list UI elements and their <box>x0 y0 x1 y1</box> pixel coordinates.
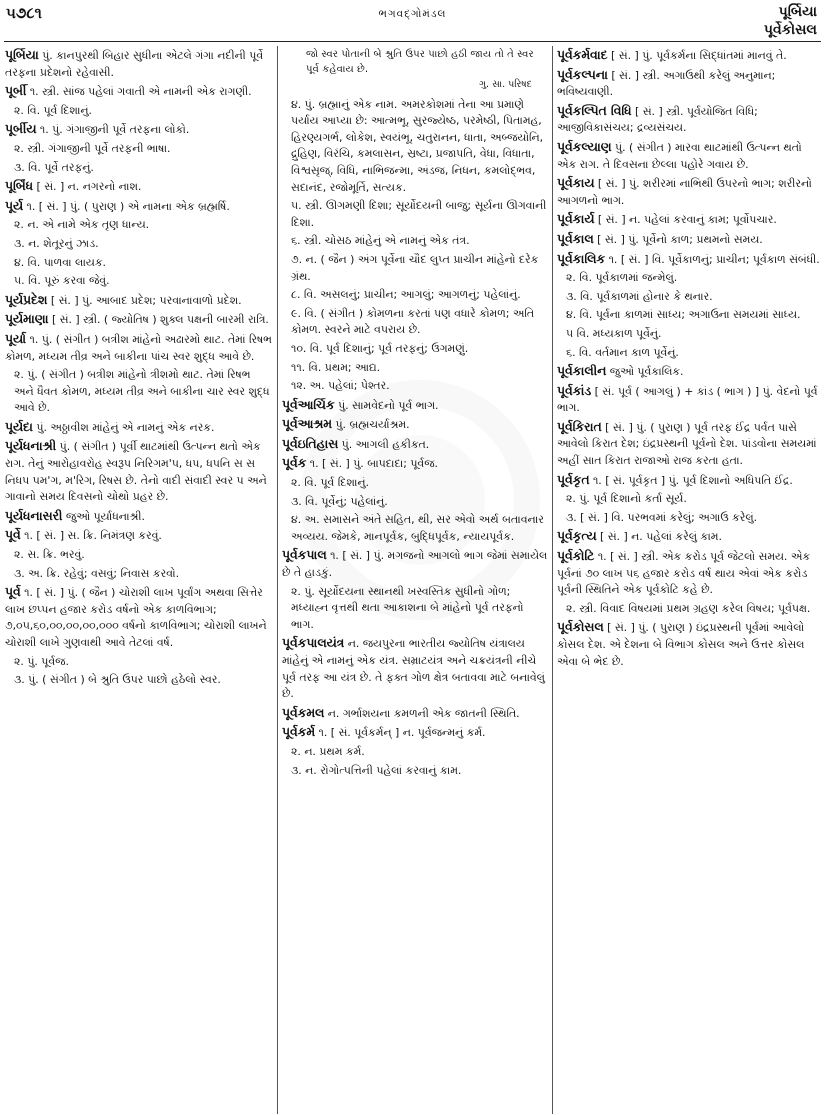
dictionary-entry <box>557 103 821 137</box>
entry-sense: ૨. ન. પ્રથમ કર્મ. <box>291 744 365 758</box>
entry-sense: ૨. સ. ક્રિ. ભરવું. <box>14 548 85 562</box>
dictionary-entry <box>557 231 821 249</box>
entry-headword: પૂર્બીય <box>5 122 37 137</box>
entry-definition: [ સં. ] ન. પહેલાં કરવાનું કામ; પૂર્વોપચાર. <box>597 213 777 227</box>
column-left <box>5 47 273 1113</box>
entry-sense: ૪. વિ. પાળવા લાયક. <box>14 255 106 269</box>
dictionary-entry <box>282 455 548 473</box>
dictionary-entry <box>5 292 273 310</box>
entry-definition: ૧. પું. ( સંગીત ) બત્રીશ માંહેનો અઢારમો થાટ. તેમાં રિષભ કોમળ, મધ્યમ તીવ્ર અને બાકીના પાંચ સ્વર શુદ્ધ આવે છે. <box>5 332 272 363</box>
entry-headword: પૂર્વકાલ <box>557 231 594 246</box>
entry-headword: પૂર્યમાણા <box>5 312 49 327</box>
entry-definition: પું. સામવેદનો પૂર્વ ભાગ. <box>338 398 439 412</box>
entry-definition: જુઓ પૂર્યાધનાશ્રી. <box>65 509 145 523</box>
book-title: ભગવદ્ગોમંડલ <box>378 8 447 20</box>
entry-sense: ૭. ન. ( જૈન ) અંગ પૂર્વેના ચૌદ લુપ્ત પ્રાચીન માંહેનો દરેક ગ્રંથ. <box>291 252 539 283</box>
entry-headword: પૂર્વકાય <box>557 176 595 191</box>
entry-definition: પું. આગલી હકીકત. <box>341 437 430 451</box>
dictionary-entry <box>5 527 273 545</box>
entry-headword: પૂર્વકૃત્ય <box>557 529 597 544</box>
dictionary-entry <box>557 528 821 546</box>
dictionary-entry <box>557 472 821 490</box>
dictionary-entry <box>5 83 273 101</box>
dictionary-entry <box>5 311 273 329</box>
entry-sense: ૫ વિ. મધ્યકાળ પૂર્વેનું. <box>566 326 662 340</box>
entry-definition: પું. અઠ્ઠાવીશ માંહેનું એ નામનું એક નરક. <box>36 420 215 434</box>
entry-sense: ૩. અ. ક્રિ. રહેવું; વસવું; નિવાસ કરવો. <box>14 566 180 580</box>
entry-sense: ૯. વિ. ( સંગીત ) કોમળના કરતાં પણ વધારે કોમળ; અતિ કોમળ. સ્વરને માટે વપરાય છે. <box>291 306 535 337</box>
dictionary-entry <box>557 383 821 417</box>
entry-definition: ૧. [ સં. ] સ. ક્રિ. નિમંત્રણ કરવું. <box>24 529 162 543</box>
entry-definition: [ સં. ] પું. શરીરમાં નાભિથી ઉપરનો ભાગ; શરીરનો આગળનો ભાગ. <box>557 177 812 207</box>
entry-definition: ન. ગર્ભાશયના કમળની એક જાતની સ્થિતિ. <box>327 706 520 720</box>
entry-headword: પૂર્યપ્રદેશ <box>5 292 48 307</box>
entry-definition: ૧. [ સં. ] પું. ( પુરાણ ) એ નામના એક બ્રહ્મર્ષિ. <box>26 199 230 213</box>
entry-quotation: જો સ્વર પોતાની બે શ્રુતિ ઉપર પાછો હઠી જાય તો તે સ્વર પૂર્વ કહેવાય છે. <box>306 49 534 75</box>
dictionary-entry <box>5 47 273 81</box>
entry-headword: પૂર્વઇતિહાસ <box>282 436 339 451</box>
entry-sense: ૨. પું. પૂર્વજ. <box>14 654 69 668</box>
entry-headword: પૂર્વઆર્ચિક <box>282 397 335 412</box>
entry-sense: ૪. વિ. પૂર્વના કાળમાં સાધ્ય; અગાઉના સમયમાં સાધ્ય. <box>566 308 801 322</box>
dictionary-entry <box>282 436 548 454</box>
dictionary-entry <box>282 547 548 581</box>
entry-sense: ૪. અ. સમાસને અંતે સહિત, થી, સર એવો અર્થ બતાવનાર અવ્યય. જેમકે, માનપૂર્વક, બુદ્ધિપૂર્વક, ન્યાયપૂર્વક. <box>291 513 544 543</box>
entry-definition: [ સં. ] ન. નગરનો નાશ. <box>36 180 142 194</box>
entry-headword: પૂર્વકાલિક <box>557 251 606 266</box>
dictionary-entry <box>557 251 821 269</box>
entry-sense: ૩. વિ. પૂર્વકાળમાં હોનાર કે થનાર. <box>566 289 713 303</box>
dictionary-entry <box>557 139 821 173</box>
entry-sense: ૨. સ્ત્રી. વિવાદ વિષયમાં પ્રથમ ગ્રહણ કરેલ વિષય; પૂર્વપક્ષ. <box>566 601 811 615</box>
dictionary-entry <box>282 416 548 434</box>
entry-definition: ૧. [ સં. ] પું. બાપદાદા; પૂર્વજ. <box>309 457 438 471</box>
entry-headword: પૂર્વકાંડ <box>557 383 592 398</box>
entry-headword: પૂર્યધનાસરી <box>5 508 63 523</box>
entry-definition: [ સં. ] સ્ત્રી. પૂર્વયોજિત વિધિ; આજીવિકાસંચય; દ્રવ્યસંચય. <box>557 104 758 135</box>
entry-definition: [ સં. ] પું. ( પુરાણ ) ઇંદ્રપ્રસ્થની પૂર્વમાં આવેલો કોસલ દેશ. એ દેશના બે વિભાગ કોસલ અને ઉત્તર કોસલ એવા બે ભેદ છે. <box>557 621 805 668</box>
entry-sense: ૩. વિ. પૂર્વેનું; પહેલાંનું. <box>291 494 388 508</box>
dictionary-entry <box>5 178 273 196</box>
entry-definition: [ સં. ] પું. પૂર્વકર્મના સિદ્ધાંતમાં માનવું તે. <box>611 49 787 62</box>
dictionary-entry <box>282 705 548 723</box>
entry-definition: પું. ( સંગીત ) મારવા થાટમાંથી ઉત્પન્ન થતો એક રાગ. તે દિવસના છેલ્લા પહોરે ગવાય છે. <box>557 140 802 171</box>
entry-definition: ૧. પું. ગંગાજીની પૂર્વે તરફના લોકો. <box>39 123 190 137</box>
entry-definition: [ સં. પૂર્વ ( આગલું ) + કાંડ ( ભાગ ) ] પું. વેદનો પૂર્વ ભાગ. <box>557 384 818 415</box>
dictionary-entry <box>557 67 821 101</box>
entry-sense: ૮. વિ. અસલનું; પ્રાચીન; આગલું; આગળનું; પહેલાંનું. <box>291 288 521 302</box>
entry-headword: પૂર્વકર્મવાદ <box>557 48 608 62</box>
entry-sense: ૨. ન. એ નામે એક તૃણ ધાન્ય. <box>14 218 150 232</box>
entry-headword: પૂર્બિંધ <box>5 179 34 194</box>
entry-sense: ૨. પું. ( સંગીત ) બત્રીશ માંહેનો ત્રીશમો થાટ. તેમાં રિષભ અને ધૈવત કોમળ, મધ્યમ તીવ્ર અને બાકીના ચાર સ્વર શુદ્ધ આવે છે. <box>14 368 270 415</box>
column-divider <box>552 46 553 1114</box>
entry-definition: ૧. [ સં. ] વિ. પૂર્વેકાળનું; પ્રાચીન; પૂર્વકાળ સંબંધી. <box>608 252 820 266</box>
guide-word-first: પૂર્બિયા <box>778 4 817 20</box>
entry-headword: પૂર્વ <box>5 585 21 600</box>
entry-definition: પું. કાનપુરથી બિહાર સુધીના એટલે ગંગા નદીની પૂર્વે તરફના પ્રદેશનો રહેવાસી. <box>5 49 264 79</box>
entry-headword: પૂર્વકાલીન <box>557 364 607 379</box>
entry-sense: ૨. વિ. પૂર્વ દિશાનું. <box>14 103 92 117</box>
entry-sense: ૨. પું. સૂર્યોદયના સ્થાનથી ખસ્વસ્તિક સુધીનો ગોળ; મધ્યાહ્ન વૃત્તથી થતા આકાશના બે માંહેનો પૂર્વ તરફનો ભાગ. <box>291 584 524 631</box>
guide-word-last: પૂર્વેકોસલ <box>763 22 817 38</box>
header-rule <box>4 41 821 42</box>
dictionary-entry <box>557 175 821 209</box>
entry-sense: ૧૦. વિ. પૂર્વ દિશાનું; પૂર્વ તરફનું; ઉગમણું. <box>291 341 469 355</box>
entry-sense: ૪. પું. બ્રહ્માનું એક નામ. અમરકોશમાં તેના આ પ્રમાણે પર્યાય આપ્યા છે: આત્મભૂ, સુરજ્યેષ્ઠ, પરમેષ્ઠી, પિતામહ, હિરણ્યગર્ભ, લોકેશ, સ્વયંભૂ, ચતુરાનન, ધાતા, અબ્જયોનિ, દ્રુહિણ, વિરંચિ, કમલાસન, સ્રષ્ટા, પ્રજાપતિ, વેધા, વિધાતા, વિશ્વસૃજ્, વિધિ, નાભિજન્મા, અંડજ, નિધન, કમલોદ્ભવ, સદાનંદ, રજોમૂર્તિ, સત્યક. <box>291 97 544 194</box>
entry-sense: ૩. પું. ( સંગીત ) બે શ્રુતિ ઉપર પાછો હઠેલો સ્વર. <box>14 673 221 687</box>
dictionary-entry <box>5 508 273 526</box>
entry-definition: ન. જયપુરના ભારતીય જ્યોતિષ યંત્રાલય માંહેનું એ નામનું એક યંત્ર. સમ્રાટયંત્ર અને ચક્રયંત્રની નીચે પૂર્વ તરફ આ યંત્ર છે. તે ફક્ત ગોળ ક્ષેત્ર બતાવવા માટે બનાવેલું છે. <box>282 637 545 701</box>
entry-headword: પૂર્વકલ્પના <box>557 67 608 82</box>
entry-sense: ૧૨. અ. પહેલાં; પેશ્તર. <box>291 379 390 393</box>
entry-headword: પૂર્યા <box>5 331 27 346</box>
entry-sense: ૫. વિ. પૂરું કરવા જેવું. <box>14 274 110 288</box>
entry-headword: પૂર્વકોસલ <box>557 620 604 635</box>
dictionary-entry <box>282 724 548 742</box>
entry-definition: [ સં. ] પું. પૂર્વેનો કાળ; પ્રથમનો સમય. <box>597 232 763 246</box>
entry-definition: ૧. [ સં. પૂર્વકર્મન્ ] ન. પૂર્વજન્મનું કર્મ. <box>318 726 486 740</box>
entry-headword: પૂર્વકલ્યાણ <box>557 139 612 154</box>
dictionary-entry <box>557 363 821 381</box>
entry-headword: પૂર્વકૃત <box>557 472 590 487</box>
entry-sense: ૧૧. વિ. પ્રથમ; આદ્ય. <box>291 360 381 374</box>
entry-headword: પૂર્વઆશ્રમ <box>282 417 332 432</box>
dictionary-entry <box>557 47 821 65</box>
entry-sense: ૩. વિ. પૂર્વે તરફનું. <box>14 160 94 174</box>
entry-citation: ગુ. સા. પરિષદ <box>479 79 532 90</box>
page-number: ૫૭૮૧ <box>6 4 42 22</box>
entry-definition: [ સં. ] પું. ( પુરાણ ) પૂર્વ તરફ ઈંદ્ર પર્વત પાસે આવેલો કિરાત દેશ; ઇંદ્રપ્રસ્થની પૂર્વનો દેશ. પાંડવોના સમયમાં અહીં સાત કિરાત રાજાઓ રાજ કરતા હતા. <box>557 420 817 468</box>
entry-definition: ૧. [ સં. ] પું. મગજનો આગલો ભાગ જેમાં સમાયેલ છે તે હાડકું. <box>282 549 548 580</box>
dictionary-entry <box>557 211 821 229</box>
guide-words <box>764 3 817 39</box>
dictionary-entry <box>557 619 821 670</box>
entry-sense: ૬. સ્ત્રી. ચોસઠ માંહેનું એ નામનું એક તંત્ર. <box>291 234 470 248</box>
entry-headword: પૂર્યધનાશ્રી <box>5 439 57 454</box>
entry-headword: પૂર્બી <box>5 84 27 99</box>
entry-sense: ૩. ન. શેતૂરનું ઝાડ. <box>14 236 99 250</box>
entry-sense: ૫. સ્ત્રી. ઊગમણી દિશા; સૂર્યોદયની બાજુ; સૂર્યના ઊગવાની દિશા. <box>291 199 547 229</box>
entry-definition: [ સં. ] ન. પહેલાં કરેલું કામ. <box>600 530 722 544</box>
column-middle <box>282 47 548 1113</box>
entry-headword: પૂર્વે <box>5 528 21 543</box>
entry-sense: ૨. સ્ત્રી. ગંગાજીની પૂર્વે તરફની ભાષા. <box>14 141 171 155</box>
dictionary-entry <box>5 331 273 365</box>
entry-definition: ૧. [ સં. પૂર્વકૃત ] પું. પૂર્વ દિશાનો અધિપતિ ઈંદ્ર. <box>592 473 793 487</box>
dictionary-entry <box>557 419 821 470</box>
entry-headword: પૂર્વકાર્ય <box>557 212 595 227</box>
dictionary-entry <box>557 548 821 599</box>
dictionary-entry <box>282 397 548 415</box>
column-right <box>557 47 821 1113</box>
entry-sense: ૨. પું. પૂર્વ દિશાનો કર્તા સૂર્ય. <box>566 492 687 506</box>
entry-sense: ૨. વિ. પૂર્વ દિશાનું. <box>291 476 369 490</box>
entry-sense: ૬. વિ. વર્તમાન કાળ પૂર્વેનું. <box>566 345 679 359</box>
entry-definition: પું. ( સંગીત ) પૂર્વી થાટમાંથી ઉત્પન્ન થતો એક રાગ. તેનું આરોહાવરોહ સ્વરૂપ નિરિગમ'પ, ધપ, ધપનિ સ સ નિધપ પમ'ગ, મ'રિગ, રિષસ છે. તેનો વાદી સંવાદી સ્વર પ અને ગાવાનો સમય દિવસનો ચોથો પ્રહર છે. <box>5 440 267 504</box>
entry-headword: પૂર્વકિરાત <box>557 419 602 434</box>
entry-headword: પૂર્બિયા <box>5 48 39 62</box>
entry-sense: ૩. [ સં. ] વિ. પરભવમાં કરેલું; અગાઉ કરેલું. <box>566 510 758 524</box>
dictionary-entry <box>5 198 273 216</box>
column-divider <box>277 46 278 1114</box>
entry-definition: ૧. સ્ત્રી. સાંજ પહેલાં ગવાતી એ નામની એક રાગણી. <box>29 85 252 99</box>
entry-headword: પૂર્વકલ્પિત વિધિ <box>557 103 632 118</box>
entry-headword: પૂર્વક <box>282 456 307 471</box>
entry-sense: ૩. ન. રોગોત્પત્તિની પહેલાં કરવાનું કામ. <box>291 763 462 777</box>
entry-headword: પૂર્વકમલ <box>282 705 325 720</box>
dictionary-entry <box>5 121 273 139</box>
entry-headword: પૂર્વકપાલયંત્ર <box>282 636 345 651</box>
dictionary-entry <box>5 419 273 437</box>
dictionary-entry <box>5 584 273 651</box>
entry-headword: પૂર્વકર્મ <box>282 725 316 740</box>
entry-definition: [ સં. ] સ્ત્રી. ( જ્યોતિષ ) શુક્લ પક્ષની બારમી રાત્રિ. <box>51 313 269 327</box>
entry-definition: પું. બ્રહ્મચર્યાશ્રમ. <box>335 418 410 432</box>
dictionary-entry <box>5 438 273 505</box>
entry-definition: [ સં. ] પું. આબાદ પ્રદેશ; પરવાનાવાળો પ્રદેશ. <box>50 293 242 307</box>
dictionary-entry <box>282 635 548 702</box>
entry-definition: [ સં. ] સ્ત્રી. અગાઉથી કરેલું અનુમાન; ભવિષ્યવાણી. <box>557 68 776 99</box>
entry-headword: પૂર્વકપાલ <box>282 548 327 563</box>
entry-headword: પૂર્યદા <box>5 419 33 434</box>
entry-definition: ૧. [ સં. ] પું. ( જૈન ) ચોરાશી લાખ પૂર્વાંગ અથવા સિત્તેર લાખ છપ્પન હજાર કરોડ વર્ષનો એક કાળવિભાગ; ૭,૦૫,૬૦,૦૦,૦૦,૦૦,૦૦૦ વર્ષનો કાળવિભાગ; ચોરાશી લાખને ચોરાશી લાખે ગુણવાથી આવે તેટલાં વર્ષ. <box>5 586 267 649</box>
entry-definition: ૧. [ સં. ] સ્ત્રી. એક કરોડ પૂર્વ જેટલો સમય. એક પૂર્વનાં ૭૦ લાખ ૫૬ હજાર કરોડ વર્ષ થાય એવાં એક કરોડ પૂર્વની સ્થિતિને એક પૂર્વકોટિ કહે છે. <box>557 550 811 597</box>
entry-headword: પૂર્ય <box>5 198 24 213</box>
entry-sense: ૨. વિ. પૂર્વકાળમાં જન્મેલું. <box>566 271 678 285</box>
entry-definition: જુઓ પૂર્વકાલિક. <box>609 365 684 379</box>
entry-headword: પૂર્વકોટિ <box>557 549 595 564</box>
